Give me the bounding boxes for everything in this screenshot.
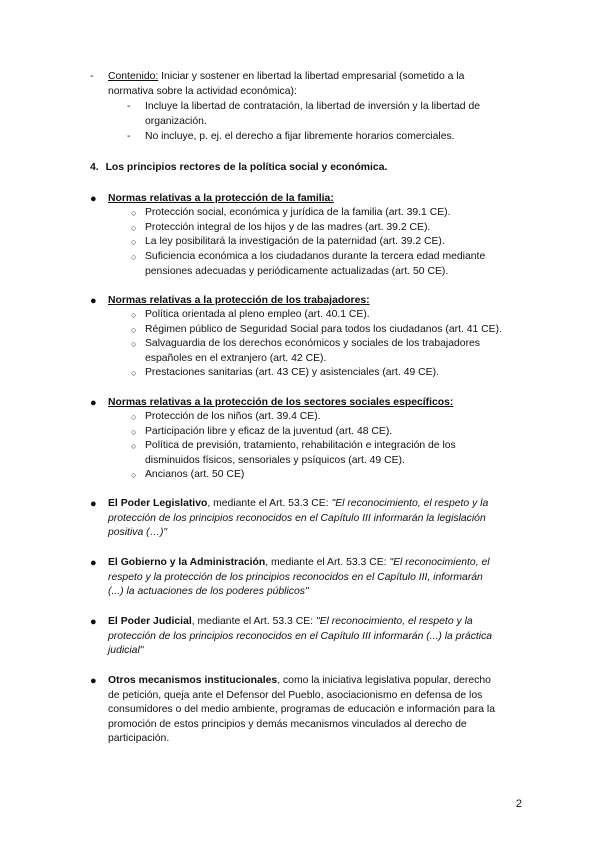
list-item (145, 235, 525, 250)
item-line: pensiones adecuadas y periódicamente actualizadas (art. 50 CE). (145, 265, 449, 277)
contenido-item (145, 130, 525, 145)
gobierno-quote-line2: respeto y la protección de los principios reconocidos en el Capítulo III, informarán (108, 571, 483, 583)
bullet-marker: ● (90, 557, 97, 569)
circle-marker: ○ (131, 310, 137, 320)
otros-paragraph (108, 674, 533, 747)
judicial-plain: , mediante el Art. 53.3 CE: (191, 616, 316, 627)
legislativo-bold: El Poder Legislativo (108, 498, 208, 509)
list-item (145, 425, 525, 440)
list-item (145, 337, 535, 366)
circle-marker: ○ (131, 237, 137, 247)
circle-marker: ○ (131, 208, 137, 218)
sectores-heading: Normas relativas a la protección de los sectores sociales específicos: (108, 397, 454, 408)
item-line: Política orientada al pleno empleo (art. 40.1 CE). (145, 309, 370, 320)
circle-marker: ○ (131, 339, 137, 349)
legislativo-quote-line3: positiva (…)" (108, 527, 168, 539)
circle-marker: ○ (131, 368, 137, 378)
item-line: Política de previsión, tratamiento, rehabilitación e integración de los (145, 440, 456, 451)
item-line: Protección integral de los hijos y de las madres (art. 39.2 CE). (145, 222, 431, 233)
bullet-marker: ● (90, 193, 97, 205)
circle-marker: ○ (131, 427, 137, 437)
contenido-text-line1: Iniciar y sostener en libertad la libertad empresarial (sometido a la (158, 71, 465, 82)
item-line: españoles en el extranjero (art. 42 CE). (145, 352, 327, 364)
contenido-label: Contenido: (108, 71, 159, 82)
judicial-paragraph (108, 615, 533, 659)
list-item (145, 250, 530, 279)
section-title: Los principios rectores de la política social y económica. (105, 162, 388, 173)
otros-bold: Otros mecanismos institucionales (108, 675, 278, 686)
circle-marker: ○ (131, 470, 137, 480)
item-line: Ancianos (art. 50 CE) (145, 469, 245, 480)
item-line: Suficiencia económica a los ciudadanos durante la tercera edad mediante (145, 251, 486, 262)
bullet-marker: ● (90, 675, 97, 687)
bullet-marker: ● (90, 498, 97, 510)
judicial-bold: El Poder Judicial (108, 616, 192, 627)
item-line: Salvaguardia de los derechos económicos y sociales de los trabajadores (145, 338, 481, 349)
bullet-marker: ● (90, 397, 97, 409)
circle-marker: ○ (131, 441, 137, 451)
dash-marker: - (90, 71, 94, 82)
item-line: No incluye, p. ej. el derecho a fijar libremente horarios comerciales. (145, 131, 455, 142)
circle-marker: ○ (131, 252, 137, 262)
familia-heading: Normas relativas a la protección de la familia: (108, 193, 334, 204)
item-line: Protección social, económica y jurídica de la familia (art. 39.1 CE). (145, 207, 451, 218)
legislativo-quote-line1: "El reconocimiento, el respeto y la (331, 498, 489, 509)
page-number: 2 (515, 798, 522, 810)
otros-line4: promoción de estos principios y demás mecanismos vinculados al derecho de (108, 718, 467, 730)
judicial-quote-line3: judicial" (108, 645, 144, 657)
section-heading (90, 161, 387, 176)
gobierno-quote-line1: "El reconocimiento, el (389, 557, 490, 568)
contenido-text-line2: normativa sobre la actividad económica): (108, 85, 297, 97)
circle-marker: ○ (131, 412, 137, 422)
trabajadores-heading: Normas relativas a la protección de los trabajadores: (108, 295, 370, 306)
contenido-paragraph (108, 70, 528, 99)
bullet-marker: ● (90, 295, 97, 307)
item-line: Régimen público de Seguridad Social para todos los ciudadanos (art. 41 CE). (145, 324, 502, 335)
gobierno-paragraph (108, 556, 533, 600)
list-item (145, 206, 525, 221)
item-line: disminuidos físicos, sensoriales y psíquicos (art. 49 CE). (145, 454, 405, 466)
dash-marker: - (127, 131, 131, 142)
otros-line1: , como la iniciativa legislativa popular, derecho (277, 675, 491, 686)
gobierno-plain: , mediante el Art. 53.3 CE: (265, 557, 390, 568)
item-line: Prestaciones sanitarias (art. 43 CE) y asistenciales (art. 49 CE). (145, 367, 439, 378)
gobierno-quote-line3: (...) la actuaciones de los poderes públicos" (108, 586, 309, 598)
list-item (145, 308, 535, 323)
bullet-marker: ● (90, 616, 97, 628)
legislativo-quote-line2: protección de los principios reconocidos en el Capítulo III informarán la legislación (108, 512, 486, 524)
item-line: organización. (145, 115, 207, 127)
judicial-quote-line2: protección de los principios reconocidos en el Capítulo III informarán (...) la práctica (108, 630, 493, 642)
list-item (145, 468, 525, 483)
legislativo-paragraph (108, 497, 533, 541)
dash-marker: - (127, 101, 131, 112)
list-item (145, 221, 525, 236)
otros-line5: participación. (108, 733, 170, 745)
circle-marker: ○ (131, 325, 137, 335)
section-number: 4. (90, 162, 99, 173)
judicial-quote-line1: "El reconocimiento, el respeto y la (315, 616, 473, 627)
list-item (145, 410, 525, 425)
otros-line2: de petición, queja ante el Defensor del Pueblo, asociacionismo en defensa de los (108, 689, 483, 701)
item-line: Incluye la libertad de contratación, la libertad de inversión y la libertad de (145, 101, 481, 112)
otros-line3: consumidores o del medio ambiente, programas de educación e información para la (108, 704, 495, 716)
legislativo-plain: , mediante el Art. 53.3 CE: (207, 498, 332, 509)
list-item (145, 323, 545, 338)
circle-marker: ○ (131, 223, 137, 233)
item-line: La ley posibilitará la investigación de la paternidad (art. 39.2 CE). (145, 236, 445, 247)
list-item (145, 366, 535, 381)
gobierno-bold: El Gobierno y la Administración (108, 557, 266, 568)
list-item (145, 439, 530, 468)
item-line: Protección de los niños (art. 39.4 CE). (145, 411, 321, 422)
contenido-item (145, 100, 525, 129)
item-line: Participación libre y eficaz de la juventud (art. 48 CE). (145, 426, 393, 437)
